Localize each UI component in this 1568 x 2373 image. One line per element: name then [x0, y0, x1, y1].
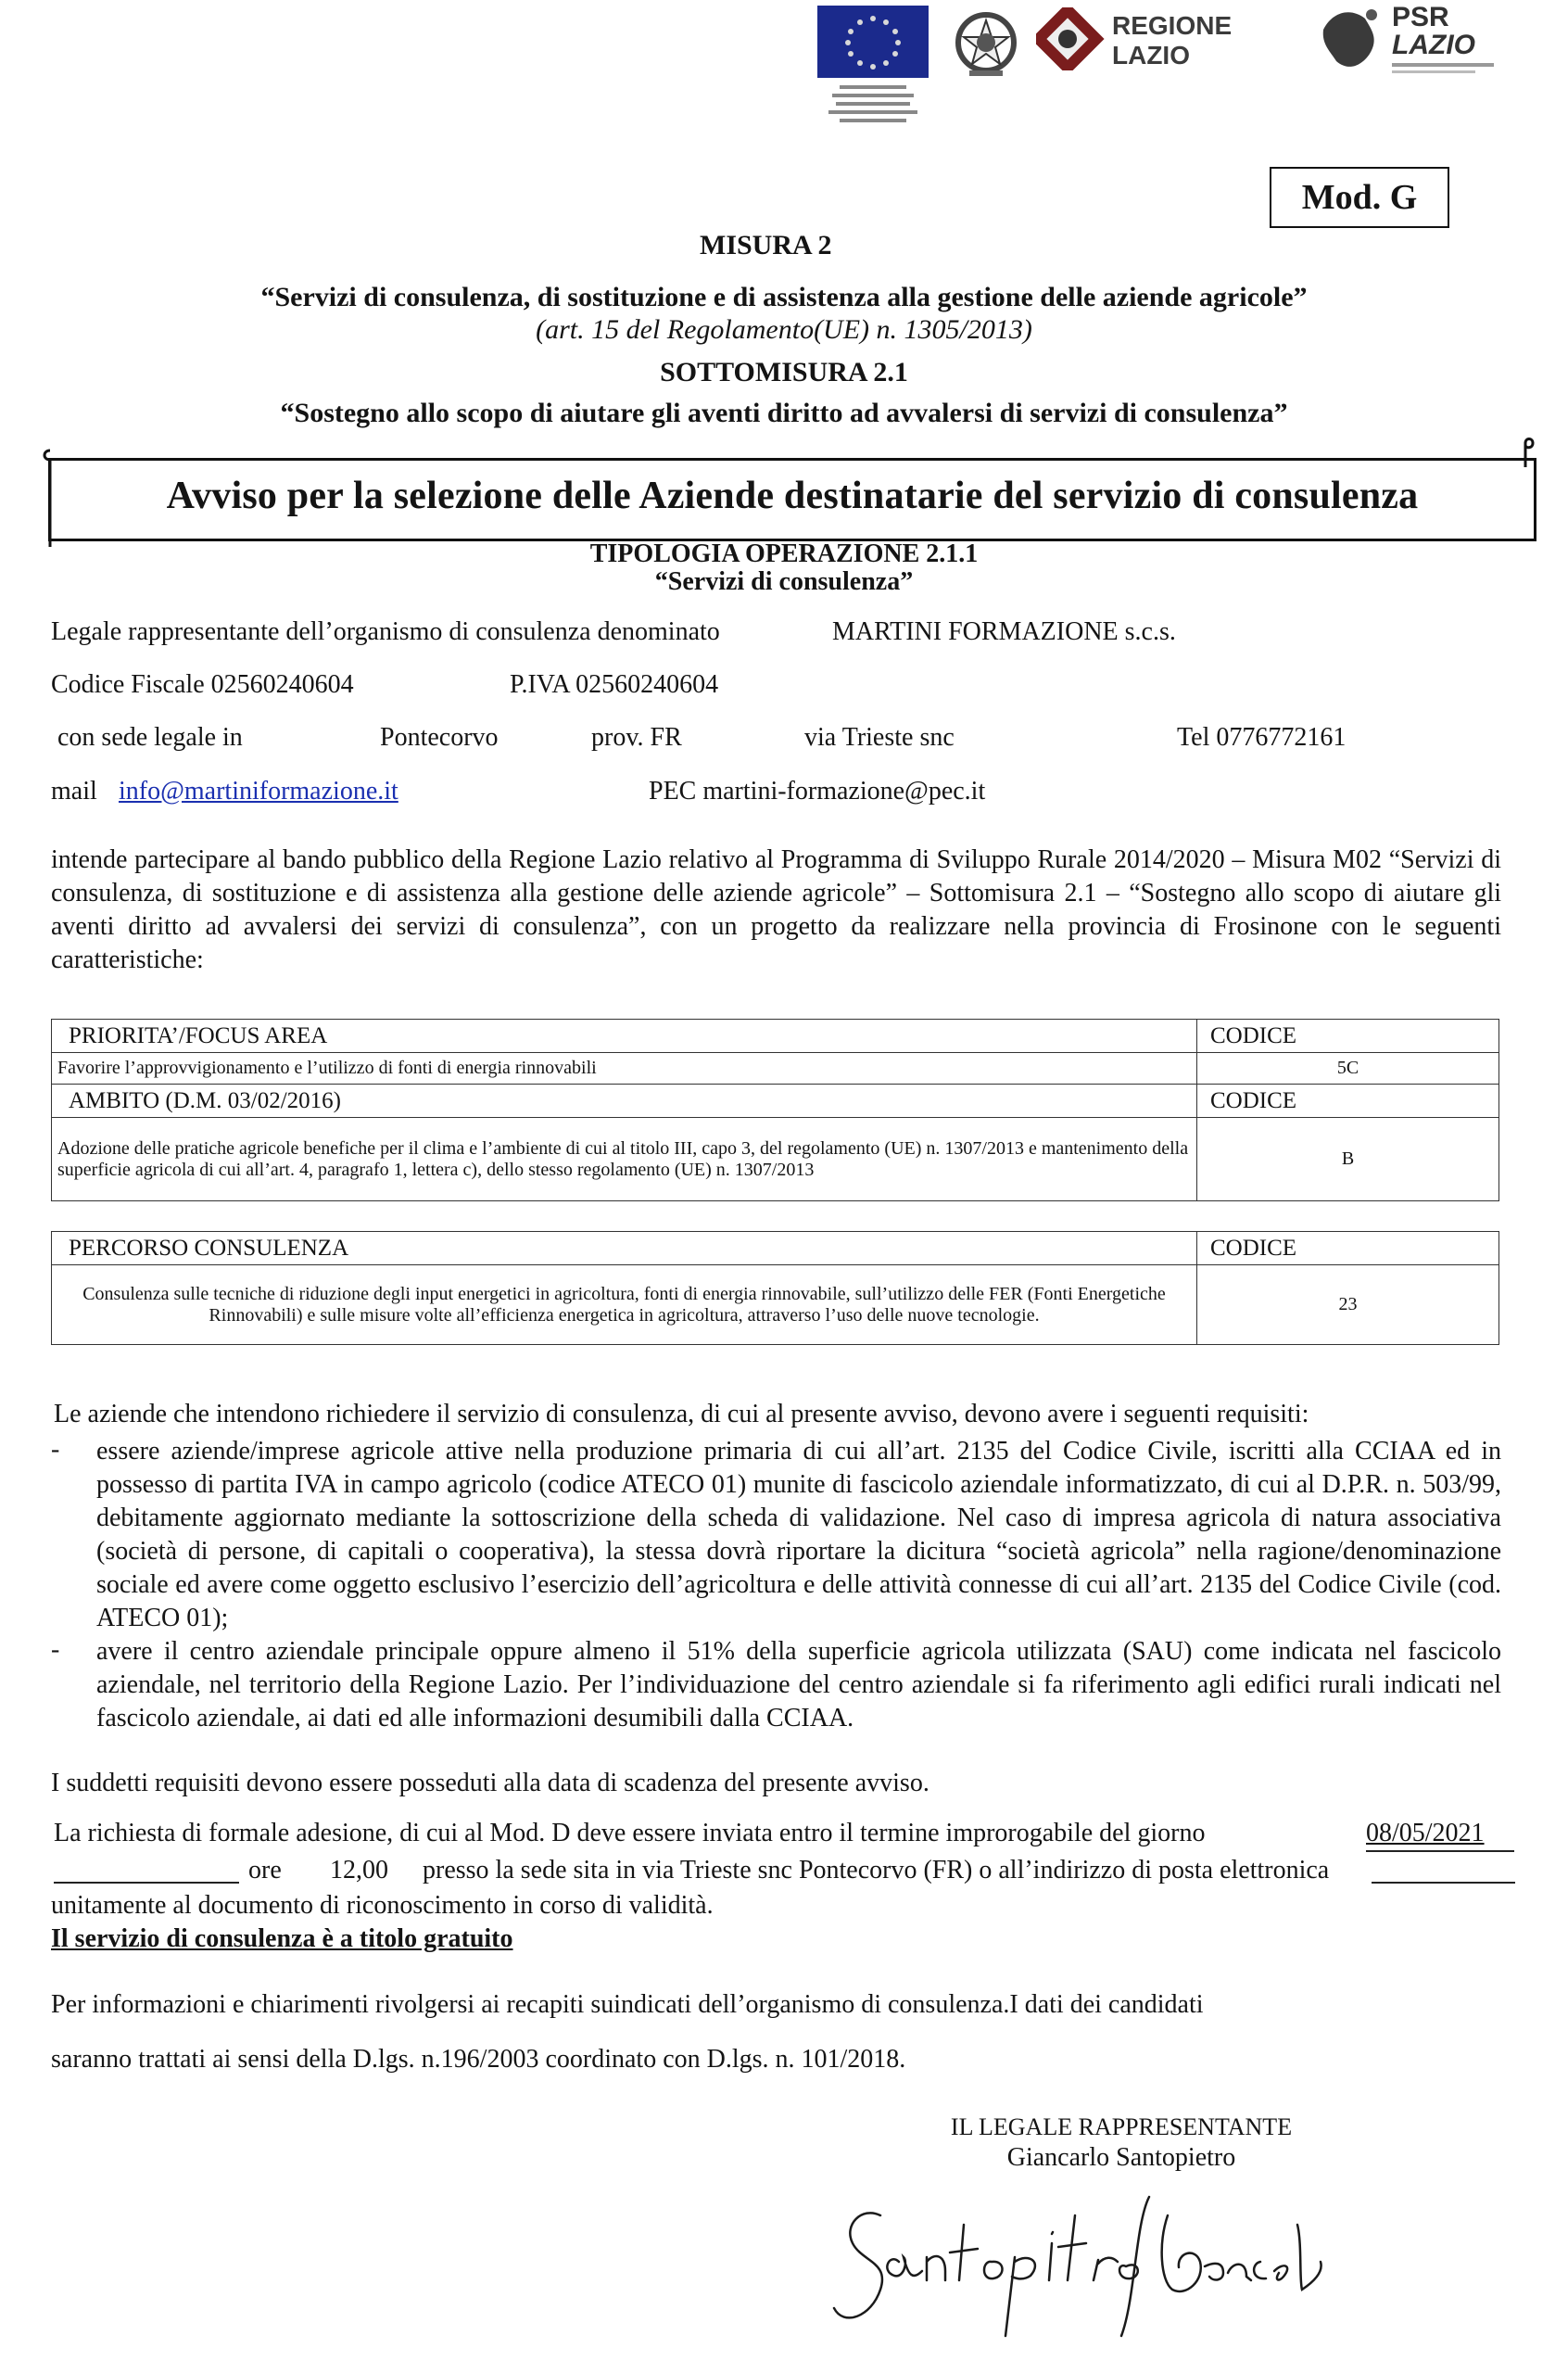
pec-address: PEC martini-formazione@pec.it	[649, 777, 986, 806]
requisito-2-bullet: -	[51, 1635, 60, 1664]
percorso-code: 23	[1197, 1265, 1499, 1345]
sede-label: con sede legale in	[57, 723, 243, 752]
sede-provincia: prov. FR	[591, 723, 682, 752]
mail-label: mail	[51, 777, 97, 806]
tipologia-title: TIPOLOGIA OPERAZIONE 2.1.1	[589, 539, 979, 568]
regione-lazio-logo	[1036, 7, 1249, 70]
mod-label: Mod. G	[1270, 167, 1449, 228]
sottomisura-title: SOTTOMISURA 2.1	[660, 357, 908, 387]
banner-scroll-left-icon	[41, 445, 59, 552]
psr-logo-line-1: PSR	[1392, 2, 1449, 32]
percorso-text: Consulenza sulle tecniche di riduzione degli input energetici in agricoltura, fonti di energia rinnovabile, sull’utilizzo delle FER (Fonti Energetiche Rinnovabili) e sulle misure volte all’efficienza energetica in agricoltura, attraverso l’uso delle nuove tecnologie.	[52, 1265, 1197, 1345]
characteristics-table	[51, 1019, 1499, 1345]
regolamento-ref: (art. 15 del Regolamento(UE) n. 1305/2013)	[536, 314, 1032, 345]
telefono: Tel 0776772161	[1177, 723, 1347, 752]
richiesta-text-2: presso la sede sita in via Trieste snc Pontecorvo (FR) o all’indirizzo di posta elettronica	[423, 1856, 1330, 1884]
misura-title: MISURA 2	[700, 230, 832, 260]
ambito-codice-header: CODICE	[1197, 1085, 1499, 1118]
signature-role: IL LEGALE RAPPRESENTANTE	[950, 2113, 1293, 2140]
info-line-2: saranno trattati ai sensi della D.lgs. n.196/2003 coordinato con D.lgs. n. 101/2018.	[51, 2045, 906, 2074]
percorso-header: PERCORSO CONSULENZA	[52, 1232, 1197, 1265]
richiesta-text-1: La richiesta di formale adesione, di cui al Mod. D deve essere inviata entro il termine improrogabile del giorno	[54, 1819, 1206, 1847]
priorita-code: 5C	[1197, 1053, 1499, 1085]
psr-logo-line-2: LAZIO	[1392, 30, 1475, 60]
sottomisura-description: “Sostegno allo scopo di aiutare gli aventi diritto ad avvalersi di servizi di consulenza”	[280, 398, 1288, 428]
codice-fiscale: Codice Fiscale 02560240604	[51, 670, 354, 699]
banner-title: Avviso per la selezione delle Aziende destinatarie del servizio di consulenza	[166, 475, 1419, 517]
richiesta-time: 12,00	[330, 1856, 388, 1884]
psr-lazio-logo	[1314, 2, 1499, 80]
title-banner	[48, 458, 1536, 541]
percorso-codice-header: CODICE	[1197, 1232, 1499, 1265]
handwritten-signature	[816, 2188, 1334, 2345]
ambito-text: Adozione delle pratiche agricole benefiche per il clima e l’ambiente di cui al titolo III, capo 3, del regolamento (UE) n. 1307/2013 e mantenimento della superficie agricola di cui all’art. 4, paragrafo 1, lettera c), dello stesso regolamento (UE) n. 1307/2013	[52, 1118, 1197, 1201]
partita-iva: P.IVA 02560240604	[510, 670, 719, 699]
priorita-codice-header: CODICE	[1197, 1020, 1499, 1053]
legale-label: Legale rappresentante dell’organismo di consulenza denominato	[51, 617, 720, 646]
ambito-header: AMBITO (D.M. 03/02/2016)	[52, 1085, 1197, 1118]
sede-via: via Trieste snc	[804, 723, 955, 752]
email-link[interactable]: info@martiniformazione.it	[119, 777, 398, 806]
richiesta-text-3: unitamente al documento di riconoscimento in corso di validità.	[51, 1891, 714, 1920]
blank-line	[54, 1882, 239, 1884]
servizio-gratuito: Il servizio di consulenza è a titolo gratuito	[51, 1924, 513, 1953]
eu-flag-logo	[808, 6, 938, 126]
sede-comune: Pontecorvo	[380, 723, 499, 752]
intro-paragraph: intende partecipare al bando pubblico della Regione Lazio relativo al Programma di Sviluppo Rurale 2014/2020 – Misura M02 “Servizi di consulenza, di sostituzione e di assistenza alla gestione delle aziende agricole” – Sottomisura 2.1 – “Sostegno allo scopo di aiutare gli aventi diritto ad avvalersi dei servizi di consulenza”, con un progetto da realizzare nella provincia di Frosinone con le seguenti caratteristiche:	[51, 845, 1501, 974]
requisiti-scadenza: I suddetti requisiti devono essere posseduti alla data di scadenza del presente avviso.	[51, 1769, 929, 1797]
richiesta-date: 08/05/2021	[1366, 1819, 1485, 1847]
ambito-code: B	[1197, 1118, 1499, 1201]
regione-logo-line-2: LAZIO	[1112, 41, 1190, 70]
requisiti-intro: Le aziende che intendono richiedere il servizio di consulenza, di cui al presente avviso, devono avere i seguenti requisiti:	[54, 1400, 1309, 1428]
misura-description: “Servizi di consulenza, di sostituzione e di assistenza alla gestione delle aziende agricole”	[260, 282, 1308, 312]
regione-logo-line-1: REGIONE	[1112, 11, 1233, 40]
date-underline-extra	[1366, 1850, 1514, 1852]
italian-republic-emblem	[951, 6, 1021, 82]
organismo-name: MARTINI FORMAZIONE s.c.s.	[832, 617, 1176, 646]
banner-scroll-right-icon	[1516, 436, 1535, 473]
requisito-1-bullet: -	[51, 1435, 60, 1464]
requisito-2-text: avere il centro aziendale principale oppure almeno il 51% della superficie agricola utilizzata (SAU) come indicata nel fascicolo aziendale, nel territorio della Regione Lazio. Per l’individuazione del centro aziendale si fa riferimento agli edifici rurali indicati nel fascicolo aziendale, ai dati ed alle informazioni desumibili dalla CCIAA.	[96, 1637, 1501, 1732]
requisito-1-text: essere aziende/imprese agricole attive nella produzione primaria di cui all’art. 2135 del Codice Civile, iscritti alla CCIAA ed in possesso di partita IVA in campo agricolo (codice ATECO 01) munite di fascicolo aziendale informatizzato, di cui al D.P.R. n. 503/99, debitamente aggiornato mediante la sottoscrizione della scheda di validazione. Nel caso di impresa agricola di natura associativa (società di persone, di capitali o cooperativa), la stessa dovrà riportare la dicitura “società agricola” nella ragione/denominazione sociale ed avere come oggetto esclusivo l’esercizio dell’agricoltura e delle attività connesse di cui all’art. 2135 del Codice Civile (cod. ATECO 01);	[96, 1437, 1501, 1632]
priorita-header: PRIORITA’/FOCUS AREA	[52, 1020, 1197, 1053]
info-line-1: Per informazioni e chiarimenti rivolgersi ai recapiti suindicati dell’organismo di consulenza.I dati dei candidati	[51, 1990, 1204, 2019]
richiesta-ore-label: ore	[248, 1856, 282, 1884]
email-blank-line	[1372, 1882, 1515, 1884]
tipologia-description: “Servizi di consulenza”	[654, 567, 914, 596]
signature-name: Giancarlo Santopietro	[1006, 2143, 1236, 2172]
priorita-text: Favorire l’approvvigionamento e l’utilizzo di fonti di energia rinnovabili	[52, 1053, 1197, 1085]
